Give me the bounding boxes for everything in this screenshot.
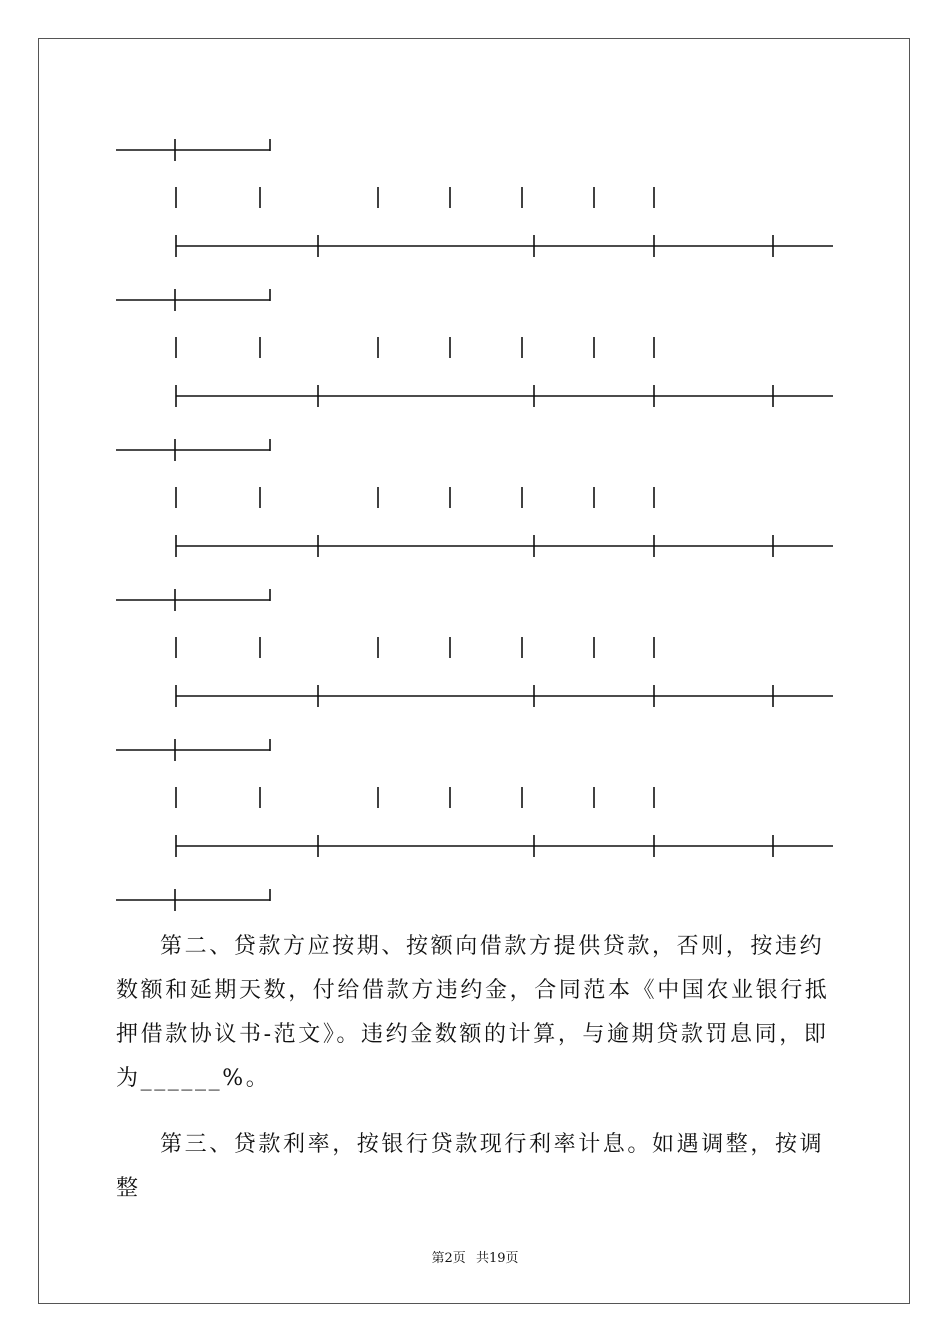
paragraph-article-2: 第二、贷款方应按期、按额向借款方提供贷款，否则，按违约数额和延期天数，付给借款方违约金，合同范本《中国农业银行抵押借款协议书-范文》。违约金数额的计算，与逾期贷款罚息同，即为______%。 [116,934,830,1091]
page-number: 第2页 [431,1251,466,1266]
page-total: 共19页 [475,1251,519,1266]
paragraph-article-3: 第三、贷款利率，按银行贷款现行利率计息。如遇调整，按调整 [116,1132,825,1201]
page-footer [0,1247,950,1266]
